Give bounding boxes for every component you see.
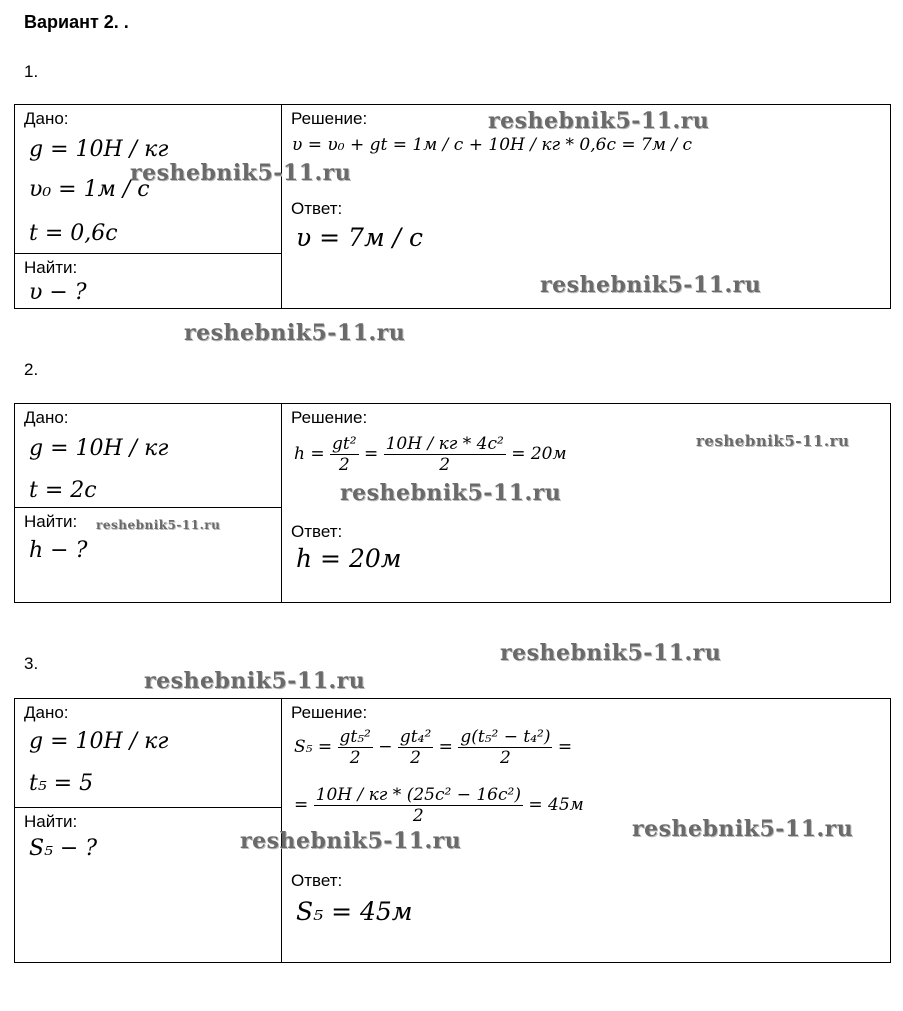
formula-part: = 20м [511, 444, 567, 464]
numerator: 10H / кг * (25с² − 16с²) [315, 785, 521, 805]
watermark: reshebnik5-11.ru [144, 668, 366, 694]
watermark: reshebnik5-11.ru [240, 828, 462, 854]
solution-label: Решение: [291, 408, 368, 427]
find-label: Найти: [24, 812, 78, 831]
watermark: reshebnik5-11.ru [488, 108, 710, 134]
given-section [15, 404, 281, 508]
denominator: 2 [349, 748, 361, 768]
formula-part: = [363, 444, 379, 464]
task-number: 1. [24, 62, 39, 81]
solution-label: Решение: [291, 703, 368, 722]
formula-part: = [294, 795, 309, 815]
watermark: reshebnik5-11.ru [130, 160, 352, 186]
find-label: Найти: [24, 258, 78, 277]
fraction [384, 434, 506, 475]
answer-value: h = 20м [296, 544, 402, 573]
solution-formula [294, 727, 572, 768]
numerator: g(t₅² − t₄²) [460, 727, 551, 747]
page-title: Вариант 2. . [24, 12, 129, 32]
denominator: 2 [338, 455, 350, 475]
numerator: gt₄² [399, 727, 432, 747]
denominator: 2 [412, 806, 424, 826]
given-line: t = 0,6с [29, 221, 118, 246]
given-line: g = 10H / кг [29, 729, 169, 754]
answer-label: Ответ: [291, 522, 343, 541]
formula-part: = 45м [528, 795, 584, 815]
task-number: 2. [24, 360, 39, 379]
find-value: h − ? [29, 538, 88, 563]
find-value: υ − ? [29, 280, 87, 305]
fraction [398, 727, 433, 768]
denominator: 2 [499, 748, 511, 768]
formula-part: = [438, 737, 453, 757]
fraction [330, 434, 359, 475]
denominator: 2 [410, 748, 421, 768]
answer-label: Ответ: [291, 199, 343, 218]
find-section [15, 254, 281, 308]
fraction [458, 727, 552, 768]
watermark: reshebnik5-11.ru [96, 518, 221, 532]
fraction [314, 785, 523, 826]
watermark: reshebnik5-11.ru [184, 320, 406, 346]
watermark: reshebnik5-11.ru [340, 480, 562, 506]
given-line: g = 10H / кг [29, 137, 169, 162]
watermark: reshebnik5-11.ru [500, 640, 722, 666]
watermark: reshebnik5-11.ru [696, 432, 850, 450]
given-line: g = 10H / кг [29, 436, 169, 461]
solution-label: Решение: [291, 109, 368, 128]
watermark: reshebnik5-11.ru [632, 816, 854, 842]
numerator: 10H / кг * 4с² [385, 434, 504, 454]
task-left-column [15, 105, 282, 308]
formula-part: = [557, 737, 573, 757]
given-line: t₅ = 5 [29, 771, 94, 796]
denominator: 2 [439, 455, 451, 475]
find-value: S₅ − ? [29, 836, 98, 861]
formula-part: − [378, 737, 393, 757]
given-label: Дано: [24, 408, 69, 427]
answer-label: Ответ: [291, 871, 343, 890]
formula-part: h = [294, 444, 325, 464]
formula-part: S₅ = [294, 737, 333, 757]
given-line: t = 2с [29, 478, 97, 503]
task-number: 3. [24, 654, 39, 673]
solution-formula: υ = υ₀ + gt = 1м / с + 10H / кг * 0,6с = 7м / с [292, 135, 692, 155]
numerator: gt² [332, 434, 357, 454]
fraction [338, 727, 373, 768]
given-line: υ₀ = 1м / с [29, 177, 150, 202]
answer-value: υ = 7м / с [296, 223, 423, 252]
solution-formula [294, 434, 567, 475]
answer-value: S₅ = 45м [296, 897, 413, 926]
given-label: Дано: [24, 109, 69, 128]
watermark: reshebnik5-11.ru [540, 272, 762, 298]
given-label: Дано: [24, 703, 69, 722]
given-section [15, 699, 281, 808]
find-label: Найти: [24, 512, 78, 531]
numerator: gt₅² [339, 727, 371, 747]
solution-formula [294, 785, 584, 826]
task-left-column [15, 404, 282, 602]
